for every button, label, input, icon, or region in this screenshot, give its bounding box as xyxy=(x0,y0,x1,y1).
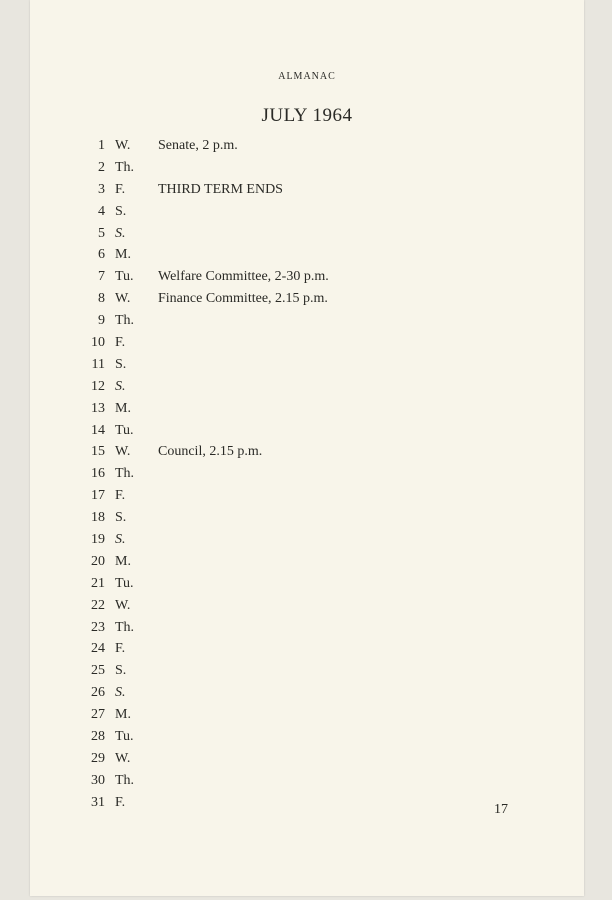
day-number: 16 xyxy=(91,466,105,482)
weekday: M. xyxy=(115,247,131,263)
calendar-row xyxy=(30,573,584,595)
day-number: 30 xyxy=(91,772,105,788)
day-number: 5 xyxy=(98,225,105,241)
calendar-row xyxy=(30,617,584,639)
day-number: 6 xyxy=(98,247,105,263)
day-number: 11 xyxy=(91,356,105,372)
weekday: S. xyxy=(115,225,126,241)
weekday: S. xyxy=(115,663,127,679)
weekday: F. xyxy=(115,181,126,197)
weekday: M. xyxy=(115,553,131,569)
day-number: 15 xyxy=(91,444,105,460)
calendar-row xyxy=(30,288,584,310)
weekday: W. xyxy=(115,750,131,766)
calendar-row xyxy=(30,310,584,332)
calendar-row xyxy=(30,201,584,223)
weekday: S. xyxy=(115,510,127,526)
weekday: W. xyxy=(115,597,131,613)
day-number: 12 xyxy=(91,378,105,394)
calendar-row xyxy=(30,463,584,485)
calendar-list xyxy=(30,135,584,814)
day-number: 29 xyxy=(91,750,105,766)
weekday: Th. xyxy=(115,313,135,329)
almanac-page xyxy=(30,0,584,896)
weekday: Th. xyxy=(115,772,135,788)
weekday: F. xyxy=(115,641,126,657)
day-number: 4 xyxy=(98,203,105,219)
weekday: S. xyxy=(115,378,126,394)
weekday: Tu. xyxy=(115,729,134,745)
day-number: 14 xyxy=(91,422,105,438)
day-number: 22 xyxy=(91,597,105,613)
event-text: Council, 2.15 p.m. xyxy=(158,444,263,460)
day-number: 31 xyxy=(91,794,105,810)
calendar-row xyxy=(30,398,584,420)
calendar-row xyxy=(30,376,584,398)
calendar-row xyxy=(30,660,584,682)
weekday: S. xyxy=(115,203,127,219)
calendar-row xyxy=(30,223,584,245)
calendar-row xyxy=(30,551,584,573)
day-number: 24 xyxy=(91,641,105,657)
event-text: Senate, 2 p.m. xyxy=(158,138,238,153)
weekday: S. xyxy=(115,356,127,372)
calendar-row xyxy=(30,770,584,792)
calendar-row xyxy=(30,507,584,529)
calendar-row xyxy=(30,354,584,376)
day-number: 9 xyxy=(98,313,105,329)
day-number: 25 xyxy=(91,663,105,679)
calendar-row xyxy=(30,157,584,179)
weekday: S. xyxy=(115,685,126,701)
calendar-row xyxy=(30,704,584,726)
event-text: Welfare Committee, 2-30 p.m. xyxy=(158,269,329,285)
day-number: 23 xyxy=(91,619,105,635)
calendar-row xyxy=(30,244,584,266)
calendar-row xyxy=(30,266,584,288)
day-number: 20 xyxy=(91,553,105,569)
day-number: 17 xyxy=(91,488,105,504)
calendar-row xyxy=(30,441,584,463)
weekday: Tu. xyxy=(115,269,134,285)
day-number: 3 xyxy=(98,181,105,197)
day-number: 27 xyxy=(91,707,105,723)
day-number: 8 xyxy=(98,291,105,307)
calendar-row xyxy=(30,595,584,617)
calendar-row xyxy=(30,726,584,748)
calendar-row xyxy=(30,682,584,704)
weekday: F. xyxy=(115,794,126,810)
weekday: Th. xyxy=(115,159,135,175)
day-number: 19 xyxy=(91,532,105,548)
running-head: ALMANAC xyxy=(278,71,336,82)
day-number: 21 xyxy=(91,575,105,591)
calendar-row xyxy=(30,529,584,551)
weekday: W. xyxy=(115,444,131,460)
day-number: 7 xyxy=(98,269,105,285)
month-title: JULY 1964 xyxy=(261,105,353,126)
calendar-row xyxy=(30,638,584,660)
page-number: 17 xyxy=(494,802,508,817)
weekday: Tu. xyxy=(115,575,134,591)
day-number: 26 xyxy=(91,685,105,701)
weekday: Th. xyxy=(115,619,135,635)
calendar-row xyxy=(30,179,584,201)
weekday: F. xyxy=(115,335,126,351)
calendar-row xyxy=(30,332,584,354)
weekday: M. xyxy=(115,707,131,723)
weekday: M. xyxy=(115,400,131,416)
weekday: S. xyxy=(115,532,126,548)
calendar-row xyxy=(30,485,584,507)
weekday: W. xyxy=(115,291,131,307)
day-number: 2 xyxy=(98,159,105,175)
day-number: 13 xyxy=(91,400,105,416)
event-text: THIRD TERM ENDS xyxy=(158,181,283,197)
day-number: 10 xyxy=(91,335,105,351)
day-number: 1 xyxy=(98,138,105,153)
calendar-row xyxy=(30,420,584,442)
weekday: Tu. xyxy=(115,422,134,438)
weekday: F. xyxy=(115,488,126,504)
event-text: Finance Committee, 2.15 p.m. xyxy=(158,291,328,307)
calendar-row xyxy=(30,748,584,770)
weekday: W. xyxy=(115,138,131,153)
day-number: 18 xyxy=(91,510,105,526)
calendar-row xyxy=(30,135,584,157)
day-number: 28 xyxy=(91,729,105,745)
weekday: Th. xyxy=(115,466,135,482)
